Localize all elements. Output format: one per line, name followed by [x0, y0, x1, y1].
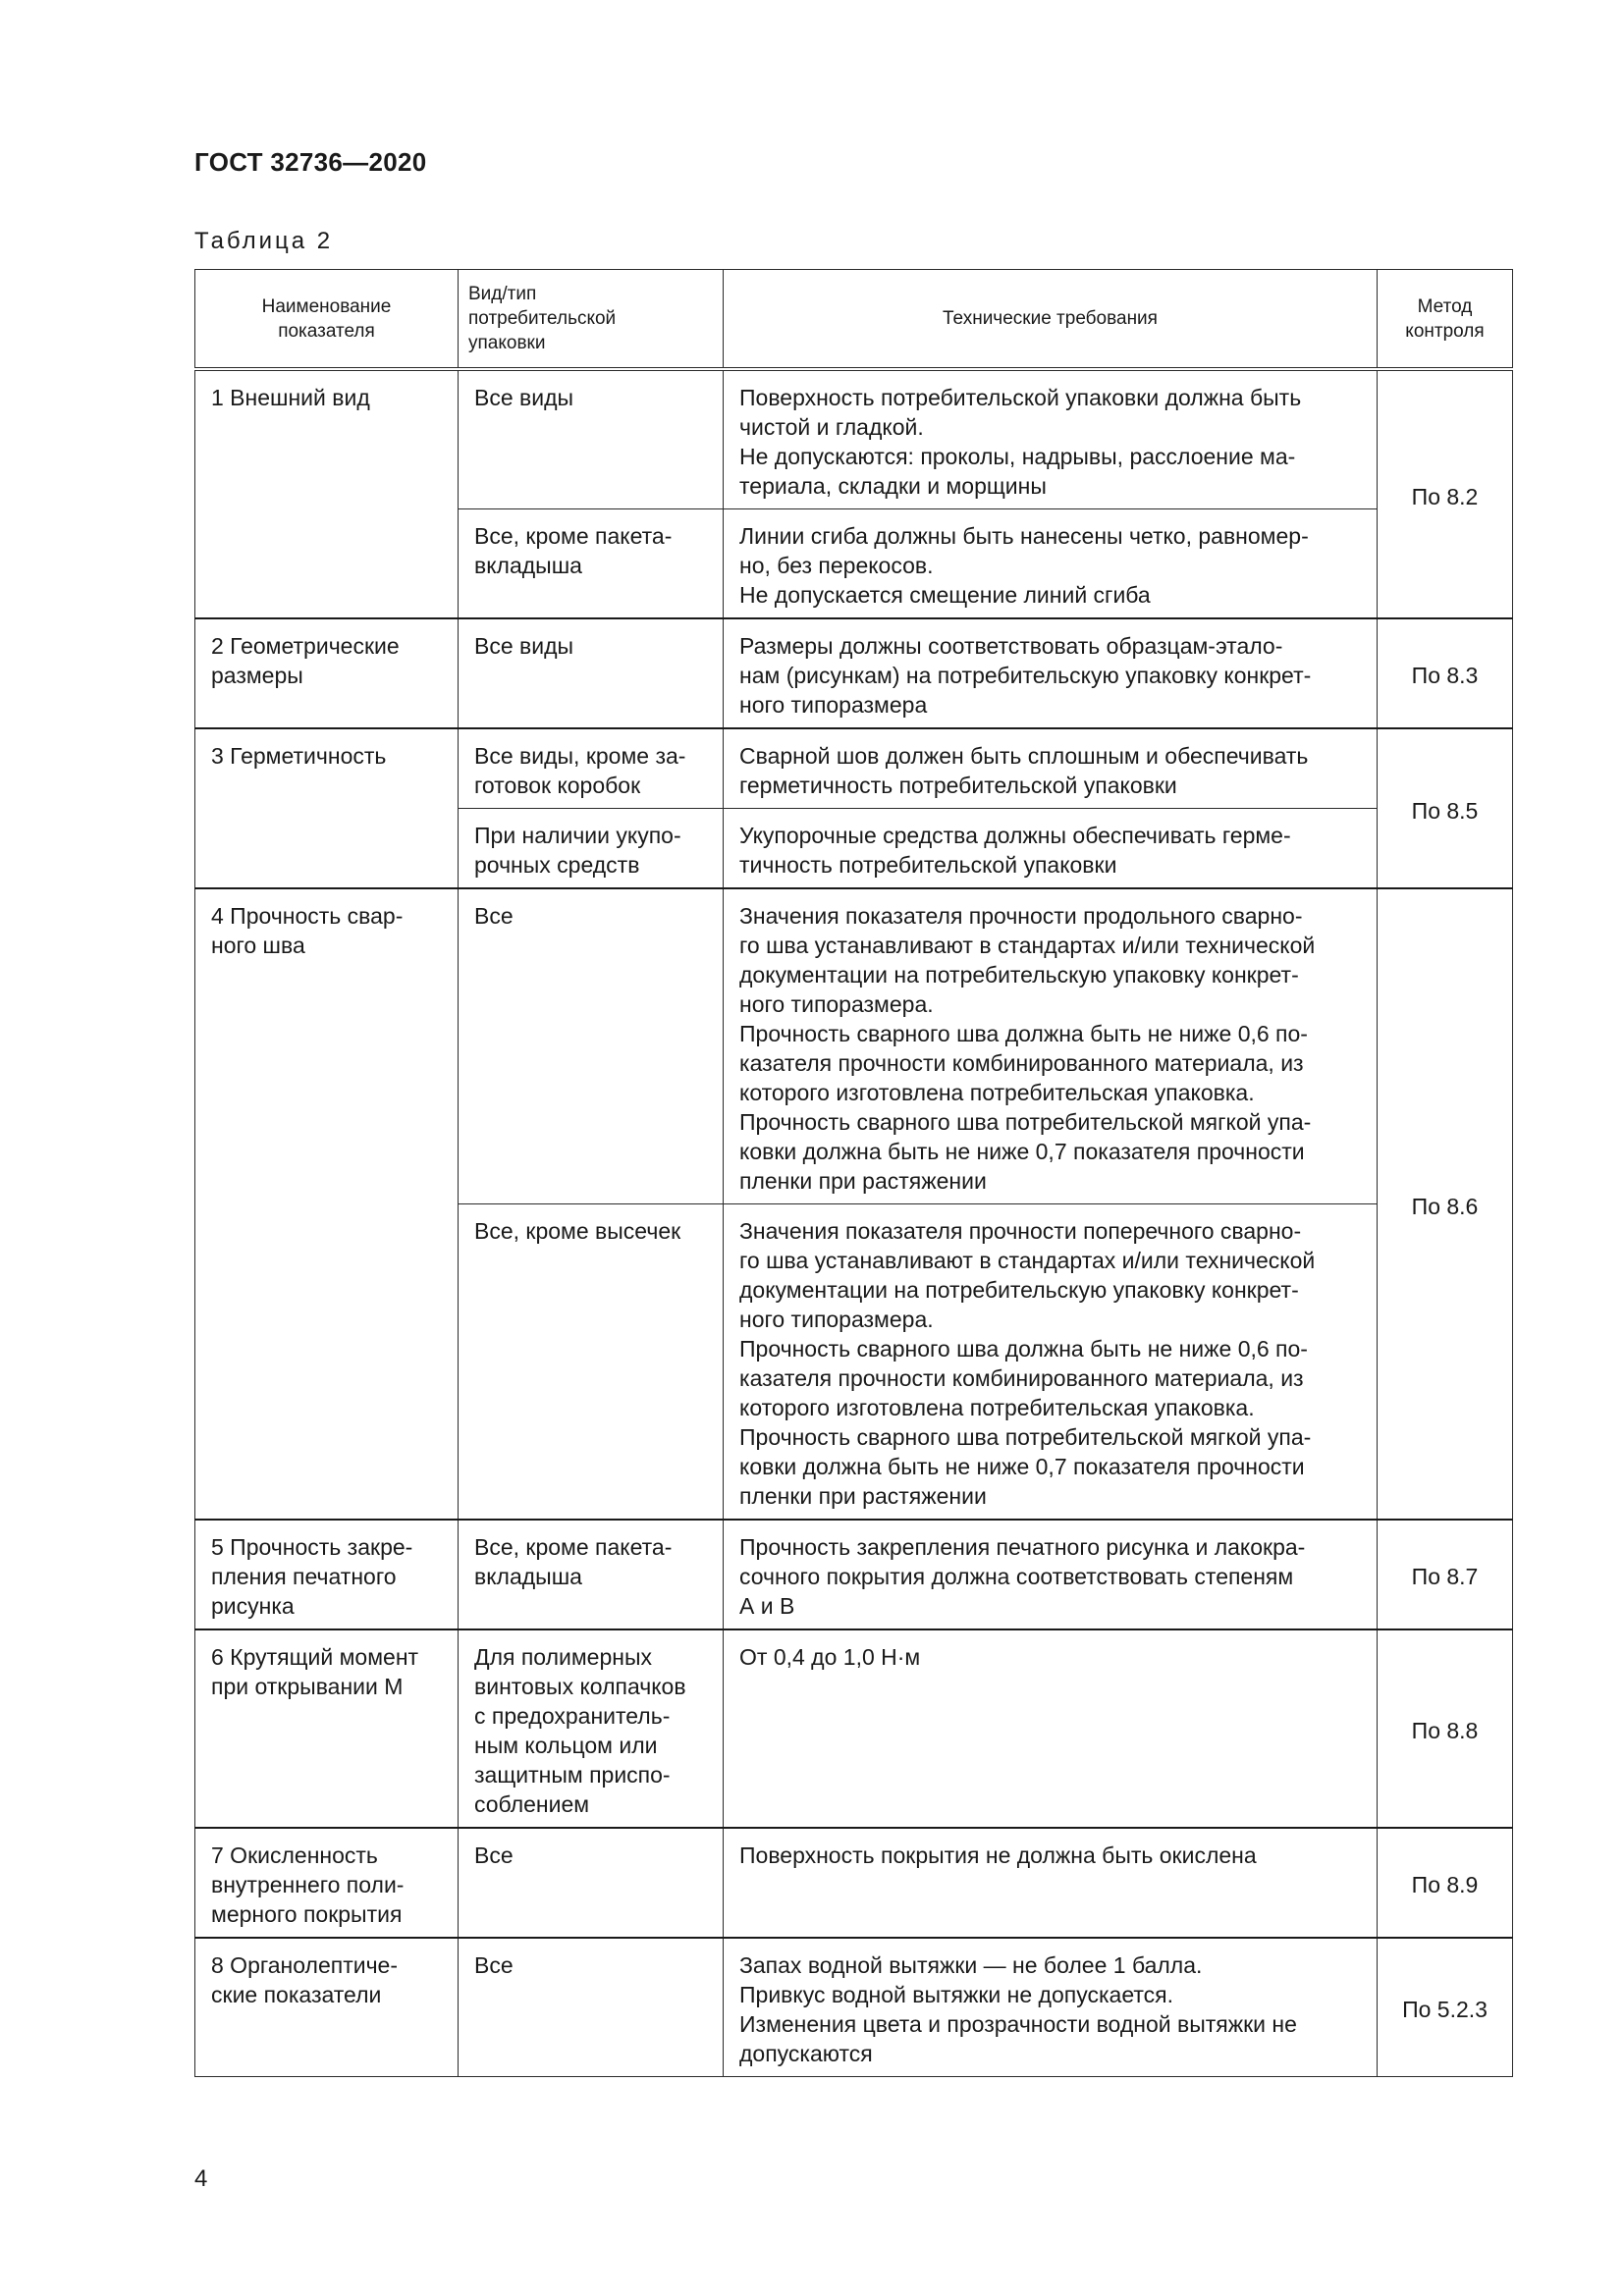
package-type-line: Все виды, кроме за-	[474, 743, 686, 769]
requirement-line: которого изготовлена потребительская упаковка.	[739, 1080, 1255, 1105]
package-type-cell	[459, 1629, 724, 1828]
requirement-line: пленки при растяжении	[739, 1483, 987, 1509]
requirement-line: Привкус водной вытяжки не допускается.	[739, 1982, 1173, 2007]
package-type-line: Все, кроме высечек	[474, 1218, 681, 1244]
package-type-line: При наличии укупо-	[474, 823, 681, 848]
table-body	[195, 369, 1513, 2077]
method-cell: По 8.7	[1378, 1520, 1513, 1629]
column-header-indicator	[195, 270, 459, 370]
requirement-line: которого изготовлена потребительская упаковка.	[739, 1395, 1255, 1420]
package-type-cell	[459, 1828, 724, 1938]
package-type-cell	[459, 509, 724, 619]
requirement-line: Не допускается смещение линий сгиба	[739, 582, 1151, 608]
requirement-line: тичность потребительской упаковки	[739, 852, 1117, 878]
indicator-line: 2 Геометрические	[211, 633, 400, 659]
table-row	[195, 1828, 1513, 1938]
requirement-cell	[724, 809, 1378, 889]
table-row	[195, 618, 1513, 728]
table-caption: Таблица 2	[194, 228, 334, 254]
package-type-line: с предохранитель-	[474, 1703, 671, 1729]
column-header-requirements	[724, 270, 1378, 370]
indicator-line: 3 Герметичность	[211, 743, 387, 769]
package-type-line: Все	[474, 1842, 514, 1868]
requirement-line: но, без перекосов.	[739, 553, 934, 578]
indicator-line: 8 Органолептиче-	[211, 1952, 399, 1978]
requirement-cell	[724, 728, 1378, 809]
indicator-line: 7 Окисленность	[211, 1842, 378, 1868]
requirement-cell	[724, 1204, 1378, 1521]
requirement-line: ковки должна быть не ниже 0,7 показателя прочности	[739, 1454, 1305, 1479]
method-cell: По 8.9	[1378, 1828, 1513, 1938]
package-type-line: готовок коробок	[474, 773, 641, 798]
table-row	[195, 369, 1513, 509]
package-type-cell	[459, 888, 724, 1204]
page-number: 4	[194, 2165, 208, 2192]
requirement-line: Не допускаются: проколы, надрывы, расслоение ма-	[739, 444, 1296, 469]
indicator-cell	[195, 1828, 459, 1938]
method-cell: По 8.8	[1378, 1629, 1513, 1828]
requirement-line: го шва устанавливают в стандартах и/или технической	[739, 933, 1316, 958]
requirement-cell	[724, 618, 1378, 728]
requirement-cell	[724, 888, 1378, 1204]
indicator-line: рисунка	[211, 1593, 295, 1619]
requirements-table	[194, 269, 1513, 2077]
column-header-line: потребительской	[468, 308, 617, 329]
requirement-cell	[724, 509, 1378, 619]
requirement-cell	[724, 1520, 1378, 1629]
package-type-line: защитным приспо-	[474, 1762, 671, 1788]
table-row	[195, 1520, 1513, 1629]
requirement-line: документации на потребительскую упаковку конкрет-	[739, 1277, 1299, 1303]
indicator-line: при открывании М	[211, 1674, 404, 1699]
method-cell: По 8.5	[1378, 728, 1513, 888]
requirement-line: Прочность сварного шва потребительской мягкой упа-	[739, 1109, 1312, 1135]
package-type-cell	[459, 1520, 724, 1629]
package-type-cell	[459, 1938, 724, 2077]
indicator-line: 4 Прочность свар-	[211, 903, 404, 929]
requirement-line: териала, складки и морщины	[739, 473, 1047, 499]
package-type-line: Все	[474, 1952, 514, 1978]
requirement-line: ного типоразмера.	[739, 1307, 934, 1332]
requirement-line: Изменения цвета и прозрачности водной вытяжки не	[739, 2011, 1297, 2037]
indicator-line: размеры	[211, 663, 303, 688]
package-type-cell	[459, 369, 724, 509]
table-row	[195, 728, 1513, 809]
package-type-line: ным кольцом или	[474, 1733, 658, 1758]
column-header-line: Вид/тип	[468, 284, 537, 304]
requirement-line: го шва устанавливают в стандартах и/или технической	[739, 1248, 1316, 1273]
package-type-line: соблением	[474, 1791, 590, 1817]
indicator-line: 6 Крутящий момент	[211, 1644, 419, 1670]
table-row	[195, 1938, 1513, 2077]
method-cell: По 8.3	[1378, 618, 1513, 728]
requirement-line: Прочность сварного шва должна быть не ниже 0,6 по-	[739, 1336, 1308, 1362]
requirement-line: пленки при растяжении	[739, 1168, 987, 1194]
package-type-cell	[459, 728, 724, 809]
package-type-cell	[459, 618, 724, 728]
package-type-line: винтовых колпачков	[474, 1674, 686, 1699]
indicator-cell	[195, 728, 459, 888]
requirement-line: Укупорочные средства должны обеспечивать герме-	[739, 823, 1291, 848]
package-type-cell	[459, 1204, 724, 1521]
requirement-line: А и В	[739, 1593, 795, 1619]
indicator-cell	[195, 888, 459, 1520]
requirement-line: допускаются	[739, 2041, 873, 2066]
column-header-line: Наименование	[261, 295, 392, 317]
requirement-cell	[724, 369, 1378, 509]
requirement-line: Размеры должны соответствовать образцам-этало-	[739, 633, 1283, 659]
requirement-line: От 0,4 до 1,0 Н·м	[739, 1644, 921, 1670]
requirement-cell	[724, 1938, 1378, 2077]
requirement-line: Линии сгиба должны быть нанесены четко, равномер-	[739, 523, 1309, 549]
package-type-line: Для полимерных	[474, 1644, 652, 1670]
requirement-cell	[724, 1629, 1378, 1828]
indicator-line: мерного покрытия	[211, 1901, 403, 1927]
requirement-line: Значения показателя прочности продольного сварно-	[739, 903, 1303, 929]
package-type-line: Все виды	[474, 633, 574, 659]
column-header-method	[1378, 270, 1513, 370]
requirement-line: казателя прочности комбинированного материала, из	[739, 1365, 1304, 1391]
column-header-line: Технические требования	[943, 308, 1158, 329]
column-header-line: упаковки	[468, 333, 546, 353]
indicator-line: ские показатели	[211, 1982, 382, 2007]
method-cell: По 5.2.3	[1378, 1938, 1513, 2077]
package-type-line: вкладыша	[474, 1564, 582, 1589]
indicator-line: ного шва	[211, 933, 305, 958]
indicator-line: внутреннего поли-	[211, 1872, 405, 1897]
indicator-line: пления печатного	[211, 1564, 397, 1589]
requirement-line: Прочность сварного шва должна быть не ниже 0,6 по-	[739, 1021, 1308, 1046]
method-cell: По 8.2	[1378, 369, 1513, 618]
requirement-line: Значения показателя прочности поперечного сварно-	[739, 1218, 1302, 1244]
requirement-line: документации на потребительскую упаковку конкрет-	[739, 962, 1299, 988]
package-type-line: Все, кроме пакета-	[474, 1534, 673, 1560]
package-type-line: Все	[474, 903, 514, 929]
package-type-line: Все виды	[474, 385, 574, 410]
requirement-line: Сварной шов должен быть сплошным и обеспечивать	[739, 743, 1309, 769]
column-header-line: Метод	[1417, 295, 1473, 317]
document-code: ГОСТ 32736—2020	[194, 147, 427, 177]
requirement-line: Запах водной вытяжки — не более 1 балла.	[739, 1952, 1203, 1978]
requirement-line: ковки должна быть не ниже 0,7 показателя прочности	[739, 1139, 1305, 1164]
column-header-line: показателя	[278, 320, 375, 342]
requirement-line: ного типоразмера	[739, 692, 928, 718]
column-header-line: контроля	[1405, 320, 1485, 342]
package-type-line: вкладыша	[474, 553, 582, 578]
requirement-line: Прочность сварного шва потребительской мягкой упа-	[739, 1424, 1312, 1450]
requirement-line: герметичность потребительской упаковки	[739, 773, 1177, 798]
table-header-row	[195, 270, 1513, 370]
package-type-cell	[459, 809, 724, 889]
column-header-package-type	[459, 270, 724, 370]
method-cell: По 8.6	[1378, 888, 1513, 1520]
package-type-line: Все, кроме пакета-	[474, 523, 673, 549]
requirement-line: сочного покрытия должна соответствовать степеням	[739, 1564, 1294, 1589]
requirement-line: чистой и гладкой.	[739, 414, 924, 440]
indicator-cell	[195, 1520, 459, 1629]
requirement-cell	[724, 1828, 1378, 1938]
indicator-line: 5 Прочность закре-	[211, 1534, 413, 1560]
requirement-line: Прочность закрепления печатного рисунка и лакокра-	[739, 1534, 1306, 1560]
requirement-line: Поверхность покрытия не должна быть окислена	[739, 1842, 1257, 1868]
requirement-line: казателя прочности комбинированного материала, из	[739, 1050, 1304, 1076]
table-row	[195, 1629, 1513, 1828]
requirement-line: ного типоразмера.	[739, 991, 934, 1017]
indicator-cell	[195, 1938, 459, 2077]
indicator-cell	[195, 618, 459, 728]
package-type-line: рочных средств	[474, 852, 640, 878]
indicator-cell	[195, 1629, 459, 1828]
indicator-line: 1 Внешний вид	[211, 385, 370, 410]
requirement-line: нам (рисункам) на потребительскую упаковку конкрет-	[739, 663, 1312, 688]
requirement-line: Поверхность потребительской упаковки должна быть	[739, 385, 1302, 410]
table-row	[195, 888, 1513, 1204]
indicator-cell	[195, 369, 459, 618]
